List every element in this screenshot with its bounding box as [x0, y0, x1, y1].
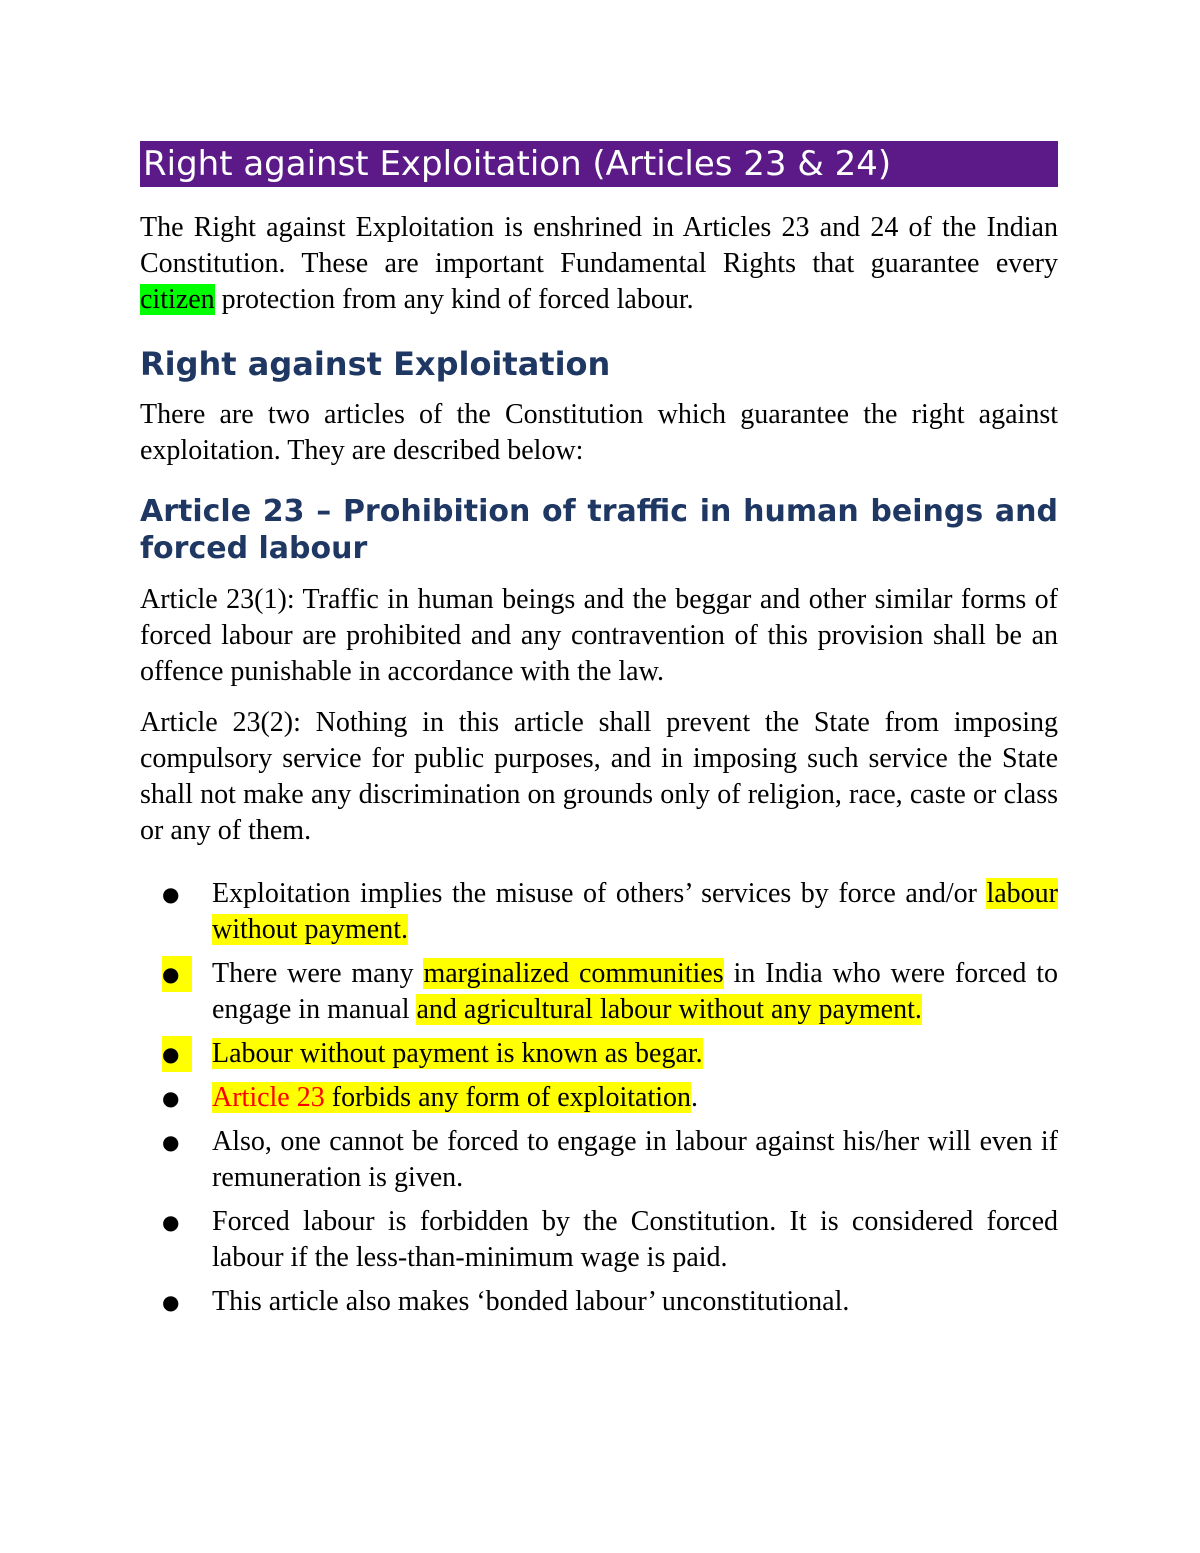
bullet-icon: ●: [162, 1130, 180, 1154]
section-heading: Right against Exploitation: [140, 345, 611, 383]
bullet-icon: ●: [162, 882, 180, 906]
article-23-heading: Article 23 – Prohibition of traffic in human beings and forced labour: [140, 494, 1058, 566]
list-item: [140, 1284, 1058, 1320]
bullet-2-text-a: There were many: [212, 958, 424, 989]
bullet-4-highlight: forbids any form of exploitation: [324, 1082, 692, 1113]
bullet-2-highlight-2: and agricultural labour without any payment.: [416, 994, 922, 1025]
list-item: [140, 876, 1058, 948]
bullet-icon: ●: [162, 1290, 180, 1314]
list-item: [140, 1204, 1058, 1276]
bullet-2-highlight-1: marginalized communities: [423, 958, 724, 989]
bullet-2-text-b: in India who were forced to engage in manual: [212, 958, 1058, 1025]
bullet-icon: ●: [162, 1210, 180, 1234]
bullet-1-text: Exploitation implies the misuse of others’ services by force and/or: [212, 878, 987, 909]
bullet-icon: ●: [162, 956, 192, 992]
intro-paragraph: [140, 210, 1058, 318]
bullet-list: [140, 876, 1058, 1320]
document-page: [140, 141, 1058, 1328]
bullet-4-end: .: [691, 1082, 699, 1113]
article-23-2-paragraph: Article 23(2): Nothing in this article shall prevent the State from imposing compulsory service for public purposes, and in imposing such service the State shall not make any discrimination on grounds only of religion, race, caste or class or any of them.: [140, 707, 1058, 846]
intro-text-2: protection from any kind of forced labour.: [214, 284, 694, 315]
list-item: [140, 956, 1058, 1028]
bullet-4-red-text: Article 23: [212, 1082, 325, 1113]
highlight-citizen: citizen: [140, 284, 215, 315]
intro-articles-paragraph: There are two articles of the Constitution which guarantee the right against exploitation. They are described below:: [140, 399, 1058, 466]
document-title: Right against Exploitation (Articles 23 & 24): [140, 141, 1058, 187]
bullet-5-text: Also, one cannot be forced to engage in labour against his/her will even if remuneration is given.: [212, 1126, 1058, 1193]
bullet-3-highlight: Labour without payment is known as begar.: [212, 1038, 703, 1069]
list-item: [140, 1036, 1058, 1072]
list-item: [140, 1124, 1058, 1196]
article-23-1-paragraph: Article 23(1): Traffic in human beings and the beggar and other similar forms of forced labour are prohibited and any contravention of this provision shall be an offence punishable in accordance with the law.: [140, 584, 1058, 687]
bullet-7-text: This article also makes ‘bonded labour’ unconstitutional.: [212, 1286, 850, 1317]
list-item: [140, 1080, 1058, 1116]
bullet-icon: ●: [162, 1036, 192, 1072]
intro-text-1: The Right against Exploitation is enshrined in Articles 23 and 24 of the Indian Constitution. These are important Fundamental Rights that guarantee every: [140, 212, 1058, 279]
bullet-1-highlight: labour without payment.: [212, 878, 1058, 945]
bullet-icon: ●: [162, 1086, 180, 1110]
bullet-6-text: Forced labour is forbidden by the Constitution. It is considered forced labour if the less-than-minimum wage is paid.: [212, 1206, 1058, 1273]
